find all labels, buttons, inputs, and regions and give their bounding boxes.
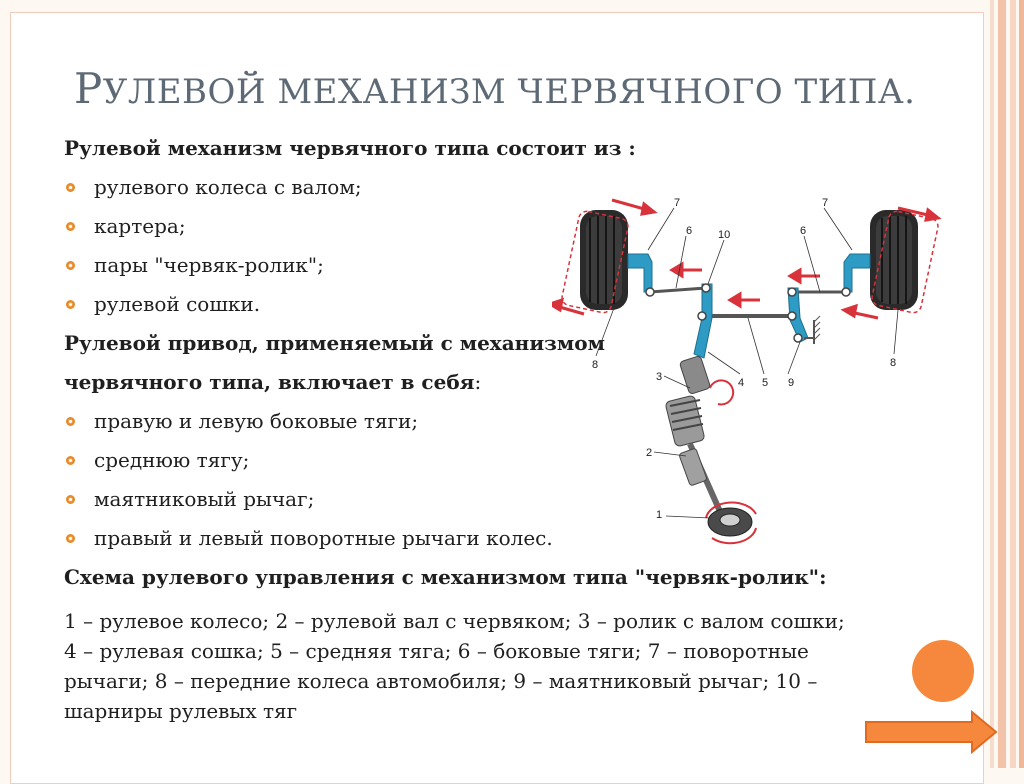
legend-line: шарниры рулевых тяг (64, 699, 298, 723)
bullet-icon (66, 222, 75, 231)
diagram-label: 9 (788, 377, 795, 389)
diagram-label: 7 (822, 197, 829, 209)
drive-heading-line1: Рулевой привод, применяемый с механизмом (64, 331, 606, 355)
diagram-label: 8 (890, 357, 897, 369)
scheme-legend (64, 606, 964, 726)
orange-circle-icon (912, 640, 974, 702)
diagram-label: 4 (738, 377, 745, 389)
bullet-icon (66, 300, 75, 309)
bullet-icon (66, 495, 75, 504)
diagram-label: 5 (762, 377, 769, 389)
drive-heading-line2: червячного типа, включает в себя: (64, 370, 482, 394)
bullet-icon (66, 534, 75, 543)
diagram-label: 3 (656, 371, 663, 383)
legend-line: 1 – рулевое колесо; 2 – рулевой вал с червяком; 3 – ролик с валом сошки; (64, 609, 845, 633)
scheme-heading: Схема рулевого управления с механизмом типа "червяк-ролик": (64, 565, 827, 589)
right-arrow-icon[interactable] (864, 710, 1000, 754)
list-item: правую и левую боковые тяги; (64, 405, 964, 444)
bullet-icon (66, 261, 75, 270)
decor-stripes (986, 0, 1024, 768)
diagram-label: 7 (674, 197, 681, 209)
legend-line: 4 – рулевая сошка; 5 – средняя тяга; 6 – боковые тяги; 7 – поворотные (64, 639, 809, 663)
diagram-label: 2 (646, 447, 653, 459)
diagram-label: 8 (592, 359, 599, 371)
steering-diagram (552, 188, 944, 553)
list-item: картера; (64, 210, 964, 249)
diagram-label: 10 (718, 229, 731, 241)
left-wheel (561, 210, 630, 314)
right-wheel (870, 210, 939, 314)
bullet-icon (66, 456, 75, 465)
intro-heading: Рулевой механизм червячного типа состоит из : (64, 136, 636, 160)
list-item: правый и левый поворотные рычаги колес. (64, 522, 964, 561)
diagram-label: 1 (656, 509, 663, 521)
bullet-icon (66, 183, 75, 192)
diagram-label: 6 (686, 225, 693, 237)
bullet-icon (66, 417, 75, 426)
list-item: пары "червяк-ролик"; (64, 249, 964, 288)
list-item: рулевого колеса с валом; (64, 171, 964, 210)
list-item: рулевой сошки. (64, 288, 964, 327)
diagram-label: 6 (800, 225, 807, 237)
slide-title: РУЛЕВОЙ МЕХАНИЗМ ЧЕРВЯЧНОГО ТИПА. (74, 64, 916, 113)
legend-line: рычаги; 8 – передние колеса автомобиля; 9 – маятниковый рычаг; 10 – (64, 669, 818, 693)
list-item: маятниковый рычаг; (64, 483, 964, 522)
list-item: среднюю тягу; (64, 444, 964, 483)
